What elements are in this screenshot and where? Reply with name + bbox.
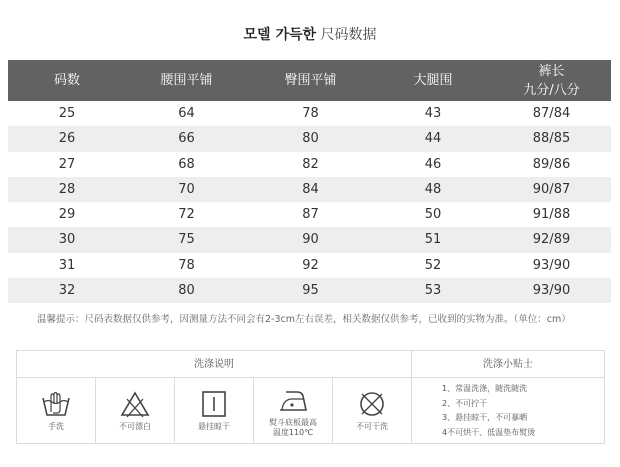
cell-size: 29: [58, 207, 76, 223]
cell-length: 92/89: [492, 227, 611, 252]
table-row: [8, 177, 611, 202]
care-item-iron: [254, 378, 333, 443]
care-panel: [16, 350, 605, 444]
no-dry-clean-label: 不可干洗: [356, 422, 388, 431]
no-bleach-label: 不可漂白: [119, 422, 151, 431]
cell-hip: 90: [247, 227, 374, 252]
cell-waist: 66: [126, 126, 247, 151]
title-korean: 모델 가득한: [243, 27, 317, 43]
header-thigh: 大腿围: [374, 60, 492, 101]
care-item-no-dry-clean: [333, 378, 412, 443]
cell-waist: 75: [126, 227, 247, 252]
hand-wash-label: 手洗: [48, 422, 64, 431]
cell-size: 32: [8, 278, 126, 303]
wash-tip-item: 3、悬挂晾干，不可暴晒: [442, 413, 528, 422]
care-item-hand-wash: [17, 378, 96, 443]
hang-dry-icon: [199, 390, 229, 418]
wash-tip-item: 1、常温洗涤，随洗随洗: [442, 384, 528, 393]
cell-size: 27: [58, 156, 76, 172]
cell-size: 25: [58, 106, 76, 122]
cell-size: 31: [58, 257, 76, 273]
cell-thigh: 53: [374, 278, 492, 303]
cell-length: 91/88: [532, 207, 571, 223]
cell-hip: 95: [247, 278, 374, 303]
cell-waist: 78: [178, 257, 195, 273]
cell-waist: 80: [126, 278, 247, 303]
title-chinese: 尺码数据: [320, 27, 377, 43]
care-item-no-bleach: [96, 378, 175, 443]
hang-dry-label: 悬挂晾干: [198, 422, 230, 431]
header-length-label: 裤长: [538, 63, 565, 79]
cell-waist: 70: [126, 177, 247, 202]
cell-size: 26: [8, 126, 126, 151]
cell-length: 93/90: [492, 278, 611, 303]
iron-label-2: 温度110℃: [272, 428, 314, 437]
wash-tips-header: 洗涤小贴士: [412, 351, 604, 378]
header-hip: 臀围平铺: [247, 60, 374, 101]
cell-size: 30: [8, 227, 126, 252]
cell-length: 93/90: [532, 257, 571, 273]
cell-thigh: 52: [424, 257, 442, 273]
cell-thigh: 48: [374, 177, 492, 202]
table-row: [8, 253, 611, 278]
table-row: [8, 227, 611, 252]
wash-instructions-header: 洗涤说明: [17, 351, 412, 378]
cell-hip: 87: [302, 207, 319, 223]
cell-hip: 82: [302, 156, 319, 172]
cell-thigh: 46: [424, 156, 442, 172]
cell-length: 87/84: [532, 106, 571, 122]
cell-size: 28: [8, 177, 126, 202]
cell-thigh: 44: [374, 126, 492, 151]
wash-tips-list: [442, 382, 535, 440]
table-row: [8, 152, 611, 177]
size-table: [8, 60, 611, 303]
header-waist: 腰围平铺: [126, 60, 247, 101]
iron-icon: [277, 386, 309, 414]
no-dry-clean-icon: [357, 390, 387, 418]
cell-length: 90/87: [492, 177, 611, 202]
cell-thigh: 51: [374, 227, 492, 252]
hand-wash-icon: [41, 390, 71, 418]
cell-hip: 84: [247, 177, 374, 202]
table-row: [8, 202, 611, 227]
care-item-hang-dry: [175, 378, 254, 443]
cell-waist: 72: [178, 207, 195, 223]
cell-waist: 64: [178, 106, 195, 122]
no-bleach-icon: [120, 390, 150, 418]
cell-thigh: 50: [424, 207, 442, 223]
cell-hip: 78: [302, 106, 319, 122]
cell-thigh: 43: [424, 106, 442, 122]
table-row: [8, 101, 611, 126]
header-length: [492, 60, 611, 101]
wash-tip-item: 4不可烘干、低温垫布熨烫: [442, 427, 536, 437]
cell-length: 89/86: [532, 156, 571, 172]
header-length-sub: 九分/八分: [523, 82, 580, 98]
iron-label: 熨斗底板最高: [269, 418, 317, 427]
cell-hip: 80: [247, 126, 374, 151]
page-title: [0, 24, 620, 44]
measurement-tip: 温馨提示：尺码表数据仅供参考，因测量方法不同会有2-3cm左右误差，相关数据仅供参考，已收到的实物为准。（单位：cm）: [37, 314, 571, 325]
size-table-header: [8, 60, 611, 101]
wash-tip-item: 2、不可拧干: [442, 398, 488, 408]
table-row: [8, 126, 611, 151]
cell-waist: 68: [178, 156, 195, 172]
cell-length: 88/85: [492, 126, 611, 151]
cell-hip: 92: [302, 257, 319, 273]
header-size: 码数: [8, 60, 126, 101]
table-row: [8, 278, 611, 303]
